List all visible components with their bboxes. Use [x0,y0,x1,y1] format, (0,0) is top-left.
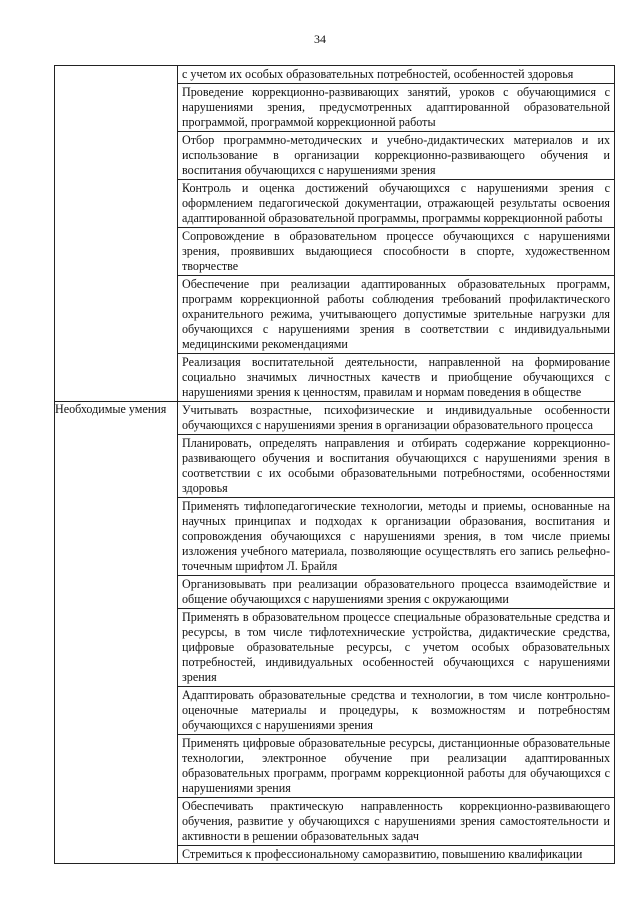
list-item: Учитывать возрастные, психофизические и индивидуальные особенности обучающихся с нарушениями зрения в организации образовательного процесса [182,403,610,432]
table-row-actions [55,66,615,402]
list-item: Применять тифлопедагогические технологии, методы и приемы, основанные на научных принципах и подходах к организации образования, воспитания и сопровождения обучающихся с нарушениями зрения, в том числе приемы изложения учебного материала, позволяющие осуществлять его запись рельефно-точечным шрифтом Л. Брайля [178,497,614,575]
page-number: 34 [314,32,326,46]
table-row-skills [55,402,615,864]
list-item: Планировать, определять направления и отбирать содержание коррекционно-развивающего обучения и воспитания обучающихся с нарушениями зрения в соответствии с их особыми образовательными потребностями, особенностями здоровья [178,434,614,497]
list-item: Сопровождение в образовательном процессе обучающихся с нарушениями зрения, проявивших выдающиеся способности в спорте, художественном творчестве [178,227,614,275]
row-label: Необходимые умения [55,402,178,864]
list-item: Применять цифровые образовательные ресурсы, дистанционные образовательные технологии, электронное обучение при реализации адаптированных образовательных программ, программ коррекционной работы для обучающихся с нарушениями зрения [178,734,614,797]
list-item: Применять в образовательном процессе специальные образовательные средства и ресурсы, в том числе тифлотехнические устройства, дидактические средства, цифровые образовательные ресурсы, с учетом особых образовательных потребностей, индивидуальных особенностей обучающихся с нарушениями зрения [178,608,614,686]
list-item: Адаптировать образовательные средства и технологии, в том числе контрольно-оценочные материалы и процедуры, к возможностям и потребностям обучающихся с нарушениями зрения [178,686,614,734]
list-item: Реализация воспитательной деятельности, направленной на формирование социально значимых личностных качеств и приобщение обучающихся с нарушениями зрения к ценностям, правилам и нормам поведения в обществе [178,353,614,401]
list-item: Стремиться к профессиональному саморазвитию, повышению квалификации [178,845,614,863]
list-item: Организовывать при реализации образовательного процесса взаимодействие и общение обучающихся с нарушениями зрения с окружающими [178,575,614,608]
list-item: Отбор программно-методических и учебно-дидактических материалов и их использование в организации коррекционно-развивающего обучения и воспитания обучающихся с нарушениями зрения [178,131,614,179]
list-item: с учетом их особых образовательных потребностей, особенностей здоровья [182,67,574,81]
row-label [55,66,178,402]
row-content [178,402,615,864]
list-item: Проведение коррекционно-развивающих занятий, уроков с обучающимися с нарушениями зрения, предусмотренных адаптированной образовательной программой, программой коррекционной работы [178,83,614,131]
list-item: Обеспечение при реализации адаптированных образовательных программ, программ коррекционной работы соблюдения требований профилактического охранительного режима, учитывающего допустимые зрительные нагрузки для обучающихся с нарушениями зрения в соответствии с индивидуальными медицинскими рекомендациями [178,275,614,353]
requirements-table [54,65,615,864]
list-item: Контроль и оценка достижений обучающихся с нарушениями зрения с оформлением педагогической документации, отражающей результаты освоения адаптированной образовательной программы, программы коррекционной работы [178,179,614,227]
list-item: Обеспечивать практическую направленность коррекционно-развивающего обучения, развитие у обучающихся с нарушениями зрения самостоятельности и активности в решении образовательных задач [178,797,614,845]
row-content [178,66,615,402]
